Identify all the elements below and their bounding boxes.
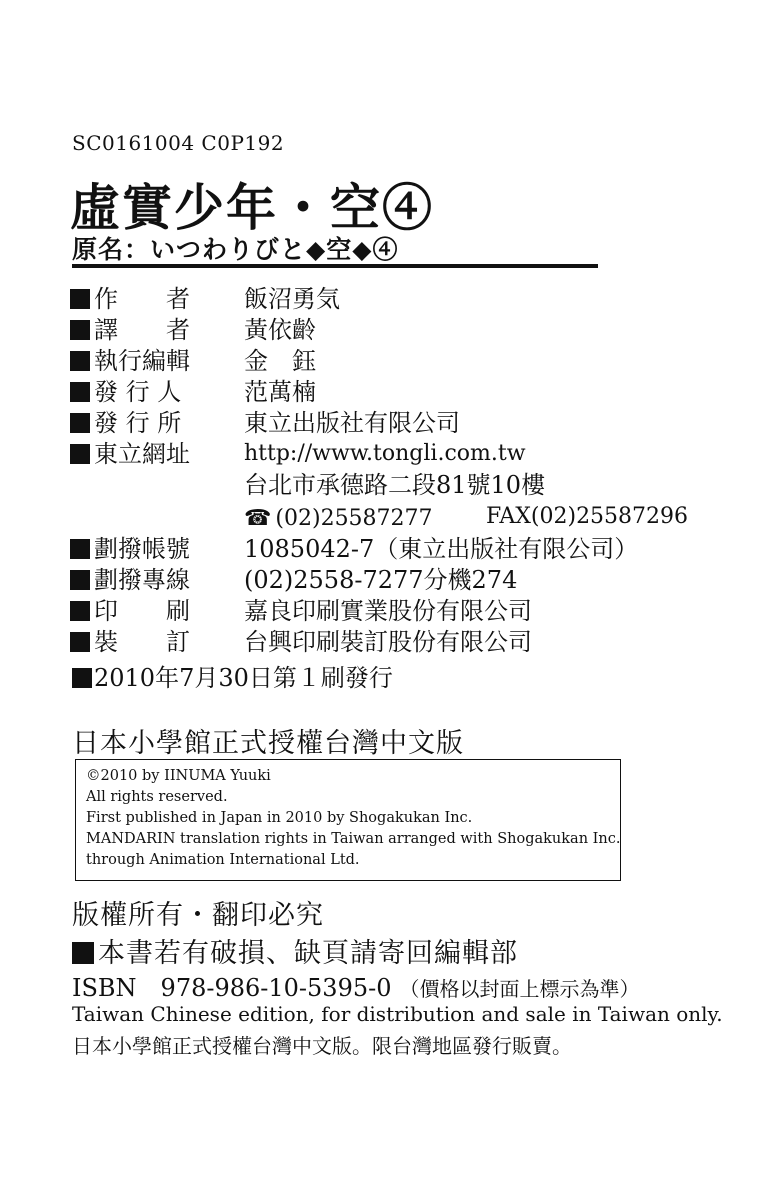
price-note: （價格以封面上標示為準） bbox=[399, 977, 640, 1001]
credit-label: 執行編輯 bbox=[94, 347, 190, 375]
credit-value: (02)2558-7277分機274 bbox=[244, 566, 518, 594]
copyright-line: ©2010 by IINUMA Yuuki bbox=[86, 768, 271, 784]
license-heading: 日本小學館正式授權台灣中文版 bbox=[72, 728, 464, 759]
first-print-text: 2010年7月30日第１刷發行 bbox=[94, 664, 393, 692]
credit-value: 金 鈺 bbox=[244, 347, 316, 375]
credit-label: 發 行 所 bbox=[94, 409, 182, 437]
website-url: http://www.tongli.com.tw bbox=[244, 441, 526, 466]
credit-label: 東立網址 bbox=[94, 440, 190, 468]
first-print-date bbox=[72, 658, 393, 693]
damaged-notice bbox=[72, 931, 518, 970]
bullet-square-icon bbox=[72, 942, 94, 964]
credit-value: 飯沼勇気 bbox=[244, 285, 340, 313]
credit-label: 發 行 人 bbox=[94, 378, 182, 406]
credit-label: 劃撥帳號 bbox=[94, 535, 190, 563]
credit-value: 黃依齡 bbox=[244, 316, 316, 344]
bullet-square-icon bbox=[72, 668, 92, 688]
damaged-notice-text: 本書若有破損、缺頁請寄回編輯部 bbox=[98, 938, 518, 969]
rights-reserved: 版權所有・翻印必究 bbox=[72, 900, 324, 931]
bullet-square-icon bbox=[70, 351, 90, 371]
bullet-square-icon bbox=[70, 382, 90, 402]
distribution-note-zh: 日本小學館正式授權台灣中文版。限台灣地區發行販賣。 bbox=[72, 1034, 572, 1058]
address-line: 台北市承德路二段81號10樓 bbox=[244, 471, 546, 499]
credit-label: 裝 訂 bbox=[94, 628, 190, 656]
bullet-square-icon bbox=[70, 320, 90, 340]
isbn-number: ISBN 978-986-10-5395-0 bbox=[72, 974, 392, 1002]
copyright-line: through Animation International Ltd. bbox=[86, 852, 360, 868]
book-title: 虛實少年・空④ bbox=[70, 178, 434, 237]
product-code: SC0161004 C0P192 bbox=[72, 131, 285, 155]
bullet-square-icon bbox=[70, 413, 90, 433]
credit-value: 東立出版社有限公司 bbox=[244, 409, 460, 437]
distribution-note-en: Taiwan Chinese edition, for distribution and sale in Taiwan only. bbox=[72, 1002, 723, 1026]
copyright-box bbox=[75, 759, 621, 881]
title-divider bbox=[72, 264, 598, 268]
credit-label: 作 者 bbox=[94, 285, 190, 313]
bullet-square-icon bbox=[70, 601, 90, 621]
credit-label: 印 刷 bbox=[94, 597, 190, 625]
isbn-line bbox=[72, 968, 640, 1003]
bullet-square-icon bbox=[70, 444, 90, 464]
telephone-icon: ☎ bbox=[244, 506, 272, 531]
copyright-line: MANDARIN translation rights in Taiwan arranged with Shogakukan Inc. bbox=[86, 831, 621, 847]
credit-value: 台興印刷裝訂股份有限公司 bbox=[244, 628, 532, 656]
copyright-line: All rights reserved. bbox=[86, 789, 228, 805]
bullet-square-icon bbox=[70, 289, 90, 309]
credit-value: 嘉良印刷實業股份有限公司 bbox=[244, 597, 532, 625]
credit-value: 范萬楠 bbox=[244, 378, 316, 406]
copyright-line: First published in Japan in 2010 by Shogakukan Inc. bbox=[86, 810, 473, 826]
original-title: 原名：いつわりびと◆空◆④ bbox=[72, 235, 399, 264]
phone-number: (02)25587277 bbox=[275, 506, 433, 531]
credit-value: 1085042-7（東立出版社有限公司） bbox=[244, 535, 639, 563]
credit-label: 劃撥專線 bbox=[94, 566, 190, 594]
bullet-square-icon bbox=[70, 570, 90, 590]
bullet-square-icon bbox=[70, 539, 90, 559]
fax-number: FAX(02)25587296 bbox=[486, 504, 689, 529]
bullet-square-icon bbox=[70, 632, 90, 652]
credit-label: 譯 者 bbox=[94, 316, 190, 344]
